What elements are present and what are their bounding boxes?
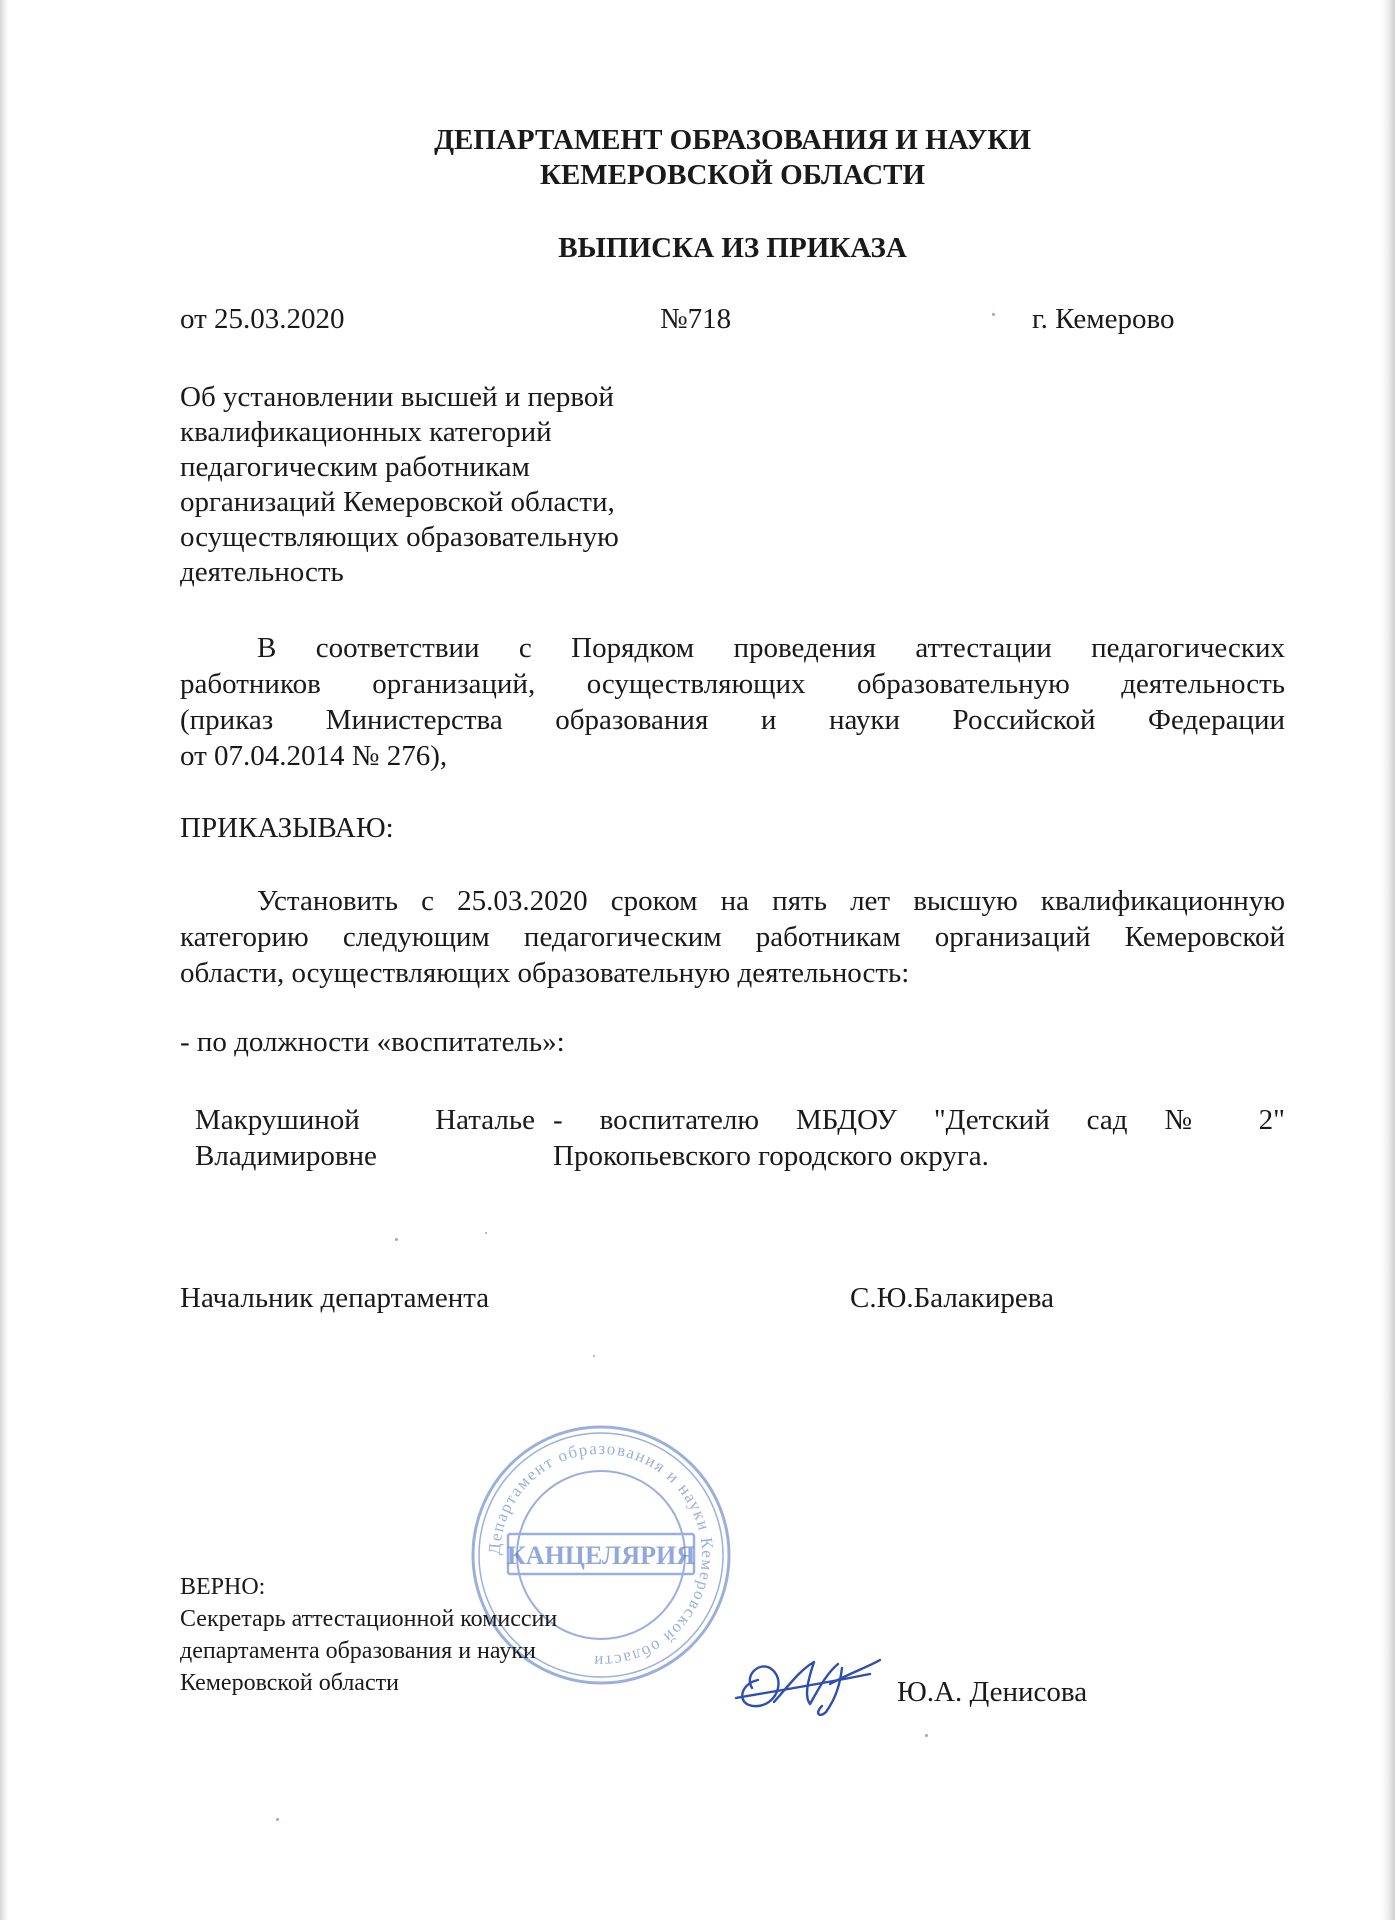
- person-name-line: Макрушиной Наталье: [195, 1104, 535, 1136]
- document-type-title: ВЫПИСКА ИЗ ПРИКАЗА: [558, 232, 907, 264]
- person-name-line: Владимировне: [195, 1140, 377, 1172]
- decision-paragraph: [180, 883, 1285, 991]
- person-name: [195, 1102, 535, 1174]
- scan-speck: [485, 1232, 487, 1234]
- scan-speck: [925, 1734, 928, 1737]
- scan-speck: [992, 313, 995, 316]
- preamble-line: от 07.04.2014 № 276),: [180, 740, 448, 772]
- subject-line: деятельность: [180, 556, 344, 588]
- stamp-center-text: КАНЦЕЛЯРИЯ: [506, 1541, 696, 1570]
- order-subject: [180, 380, 700, 590]
- preamble-line: В соответствии с Порядком проведения аттестации педагогических: [257, 632, 1285, 664]
- verification-line: Кемеровской области: [180, 1670, 399, 1696]
- signatory-title: Начальник департамента: [180, 1282, 490, 1314]
- person-post: [553, 1102, 1285, 1174]
- scan-speck: [593, 1355, 595, 1357]
- preamble-line: работников организаций, осуществляющих образовательную деятельность: [180, 668, 1285, 700]
- handwritten-signature: [730, 1640, 900, 1720]
- scan-speck: [276, 1818, 279, 1821]
- decision-line: области, осуществляющих образовательную деятельность:: [180, 957, 910, 989]
- verification-line: Секретарь аттестационной комиссии: [180, 1606, 558, 1632]
- subject-line: квалификационных категорий: [180, 416, 552, 448]
- department-title-line1: ДЕПАРТАМЕНТ ОБРАЗОВАНИЯ И НАУКИ: [434, 124, 1031, 156]
- secretary-name: Ю.А. Денисова: [897, 1676, 1088, 1708]
- verification-label: ВЕРНО:: [180, 1574, 266, 1600]
- order-city: г. Кемерово: [1032, 303, 1175, 335]
- decision-line: категорию следующим педагогическим работникам организаций Кемеровской: [180, 921, 1285, 953]
- scan-speck: [395, 1238, 398, 1241]
- preamble-paragraph: [180, 630, 1285, 774]
- verification-line: департамента образования и науки: [180, 1638, 536, 1664]
- subject-line: организаций Кемеровской области,: [180, 486, 615, 518]
- person-post-line: - воспитателю МБДОУ "Детский сад № 2": [553, 1104, 1285, 1136]
- department-title-line2: КЕМЕРОВСКОЙ ОБЛАСТИ: [539, 159, 926, 191]
- person-post-line: Прокопьевского городского округа.: [553, 1140, 989, 1172]
- order-number: №718: [660, 303, 732, 335]
- order-word: ПРИКАЗЫВАЮ:: [180, 812, 394, 844]
- signatory-name: С.Ю.Балакирева: [850, 1282, 1054, 1314]
- subject-line: осуществляющих образовательную: [180, 521, 619, 553]
- position-line: - по должности «воспитатель»:: [180, 1026, 565, 1058]
- subject-line: Об установлении высшей и первой: [180, 381, 614, 413]
- decision-line: Установить с 25.03.2020 сроком на пять лет высшую квалификационную: [257, 885, 1285, 917]
- order-date: от 25.03.2020: [180, 303, 345, 335]
- preamble-line: (приказ Министерства образования и науки Российской Федерации: [180, 704, 1285, 736]
- subject-line: педагогическим работникам: [180, 451, 530, 483]
- stamp-ring-text: Департамент образования и науки Кемеровской области: [484, 1438, 718, 1672]
